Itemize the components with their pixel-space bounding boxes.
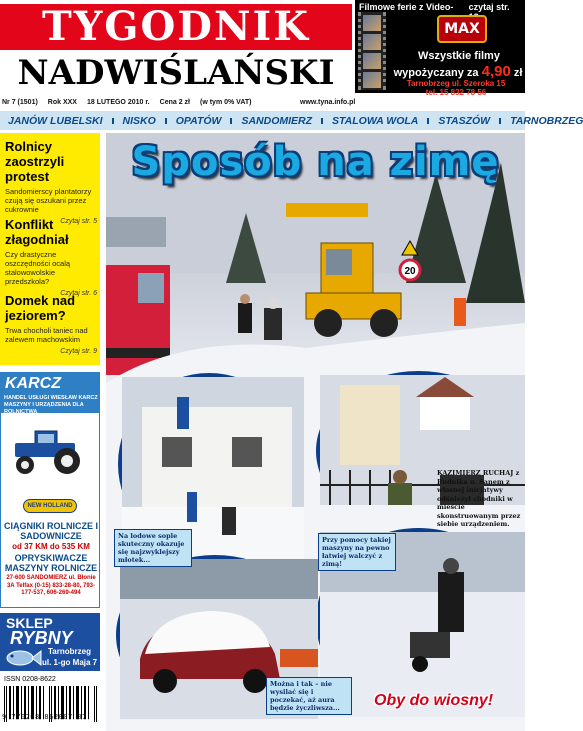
speed-sign-text: 20 — [404, 266, 416, 277]
issue-info-line — [0, 96, 525, 108]
fish-icon — [4, 647, 42, 669]
caption-wait: Można i tak – nie wysilać się i poczekać, aż aura będzie życzliwsza... — [266, 677, 352, 715]
karcz-ad-header — [1, 373, 99, 413]
story-rolnicy[interactable] — [5, 139, 97, 225]
cover-headline: Sposób na zimę — [131, 139, 500, 185]
promo-line1: Wszystkie filmy — [418, 50, 500, 62]
towns-nav — [0, 111, 583, 130]
karcz-line2: od 37 KM do 535 KM — [12, 542, 90, 551]
story-lead: Trwa chocholi taniec nad zalewem machowskim — [5, 326, 88, 344]
karcz-name: KARCZ — [5, 375, 61, 392]
story-read-more[interactable]: Czytaj str. 9 — [60, 348, 97, 355]
town-janow-lubelski[interactable]: JANÓW LUBELSKI — [8, 114, 103, 127]
caption-icicles: Na lodowe sople skuteczny okazuje się najzwyklejszy młotek... — [114, 529, 192, 567]
story-title: Domek nad jeziorem? — [5, 293, 76, 323]
karcz-address: 27-600 SANDOMIERZ ul. Błonie 3A Telfax (0-15) 833-28-80, 793-177-537, 606-269-494 — [6, 575, 96, 596]
tractor-icon — [5, 425, 95, 475]
separator — [427, 118, 429, 124]
town-nisko[interactable]: NISKO — [122, 114, 156, 127]
town-sandomierz[interactable]: SANDOMIERZ — [241, 114, 313, 127]
story-read-more[interactable]: Czytaj str. 6 — [60, 290, 97, 297]
karcz-ad — [0, 372, 100, 608]
story-konflikt[interactable] — [5, 217, 97, 297]
separator — [321, 118, 323, 124]
separator — [112, 118, 114, 124]
story-lead: Czy drastyczne oszczędności ocalą stalowowolskie przedszkola? — [5, 250, 71, 286]
cover-slogan: Oby do wiosny! — [374, 692, 494, 709]
story-domek[interactable] — [5, 293, 97, 355]
separator — [165, 118, 167, 124]
karcz-line1: CIĄGNIKI ROLNICZE I SADOWNICZE — [4, 521, 98, 541]
story-read-more[interactable]: Czytaj str. 5 — [60, 218, 97, 225]
issn: ISSN 0208-8622 — [4, 676, 56, 683]
promo-line2: wypożyczany za 4,90 zł — [393, 63, 523, 80]
issue-date: 18 LUTEGO 2010 r. — [86, 98, 150, 106]
caption-machine: Przy pomocy takiej maszyny na pewno łatwiej walczyć z zimą! — [318, 533, 396, 571]
promo-address: Tarnobrzeg ul. Szeroka 15 tel. 15 832 78 56 — [406, 79, 506, 97]
issue-price: Cena 2 zł — [159, 98, 190, 106]
fish-shop-line2: RYBNY — [10, 628, 73, 648]
story-title: Rolnicy zaostrzyli protest — [5, 139, 65, 184]
cover-photo[interactable] — [106, 133, 525, 731]
promo-page-ref: czytaj str. — [468, 2, 510, 12]
fish-shop-city: Tarnobrzeg — [48, 647, 91, 656]
town-tarnobrzeg[interactable]: TARNOBRZEG — [510, 114, 583, 127]
separator — [230, 118, 232, 124]
masthead-title-bar — [0, 4, 352, 50]
issue-number: Nr 7 (1501) — [2, 98, 38, 106]
video-max-promo — [355, 0, 525, 97]
masthead-title-line1: TYGODNIK — [41, 3, 311, 50]
fish-shop-street: ul. 1-go Maja 7 — [42, 658, 98, 667]
issue-vat: (w tym 0% VAT) — [200, 98, 252, 106]
promo-title: Filmowe ferie z Video- — [359, 2, 454, 12]
separator — [499, 118, 501, 124]
story-lead: Sandomierscy plantatorzy czują się oszukani przez cukrownie — [5, 187, 92, 214]
masthead — [0, 0, 352, 92]
town-opatow[interactable]: OPATÓW — [175, 114, 222, 127]
barcode-number: 9 770208 862007 07 — [2, 713, 87, 721]
new-holland-logo: NEW HOLLAND — [23, 499, 77, 513]
video-max-logo: MAX — [437, 15, 487, 43]
stories-column — [0, 133, 100, 365]
town-stalowa-wola[interactable]: STALOWA WOLA — [332, 114, 419, 127]
issue-website[interactable]: www.tyna.info.pl — [300, 98, 356, 106]
fish-shop-ad — [0, 613, 100, 671]
karcz-line3: OPRYSKIWACZE MASZYNY ROLNICZE — [4, 553, 98, 573]
issue-year: Rok XXX — [47, 98, 77, 106]
story-title: Konflikt złagodniał — [5, 217, 69, 247]
masthead-title-line2: NADWIŚLAŃSKI — [17, 53, 335, 93]
karcz-subtitle: HANDEL USŁUGI WIESŁAW KARCZ MASZYNY I URZĄDZENIA DLA ROLNICTWA — [4, 395, 98, 415]
promo-price: 4,90 — [481, 63, 511, 80]
town-staszow[interactable]: STASZÓW — [438, 114, 491, 127]
caption-kazimierz: KAZIMIERZ RUCHAJ z Rudnika n. Sanem z własnej inicjatywy odśnieżył chodniki w mieście skonstruowanym przez siebie urządzeniem. — [437, 469, 521, 528]
film-strip-icon — [358, 12, 386, 90]
photo-circle-icicles[interactable] — [118, 373, 300, 555]
fish-shop-line1: SKLEP — [6, 615, 53, 631]
